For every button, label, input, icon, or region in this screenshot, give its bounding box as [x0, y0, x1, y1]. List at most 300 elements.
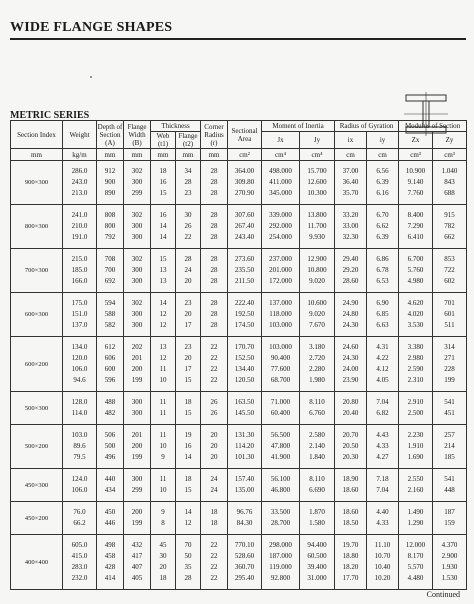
table-cell: 22: [201, 353, 228, 364]
table-cell: 498: [97, 540, 124, 551]
table-cell: 23: [176, 298, 201, 309]
table-cell: 606: [97, 353, 124, 364]
table-cell: 2.280: [300, 364, 335, 375]
table-cell: 24: [176, 265, 201, 276]
table-cell: 192.50: [228, 309, 262, 320]
table-cell: 700: [97, 265, 124, 276]
title-rule: [10, 38, 466, 40]
table-cell: 7.18: [367, 474, 399, 485]
table-cell: 103.000: [262, 320, 300, 331]
table-cell: 94.400: [300, 540, 335, 551]
table-cell: 24.00: [335, 364, 367, 375]
table-cell: 6.16: [367, 188, 399, 199]
header-modulus-of-section: Modulus of Section: [399, 121, 467, 132]
table-cell: 11: [151, 364, 176, 375]
table-cell: 106.0: [63, 364, 97, 375]
table-cell: 7.04: [367, 485, 399, 496]
table-cell: 13: [151, 276, 176, 287]
table-cell: 47.800: [262, 441, 300, 452]
table-cell: 8.170: [399, 551, 433, 562]
table-cell: 134.0: [63, 342, 97, 353]
table-cell: 6.56: [367, 166, 399, 177]
table-cell: 24: [201, 485, 228, 496]
table-cell: 20: [201, 430, 228, 441]
table-cell: 1.580: [300, 518, 335, 529]
table-cell: 131.30: [228, 430, 262, 441]
table-cell: 241.0: [63, 210, 97, 221]
table-cell: 17: [176, 320, 201, 331]
table-cell: 300: [124, 397, 151, 408]
table-cell: 4.33: [367, 441, 399, 452]
table-cell: 137.0: [63, 320, 97, 331]
table-cell: 22: [201, 364, 228, 375]
unit-cell: mm: [124, 149, 151, 161]
table-cell: 15: [176, 375, 201, 386]
table-cell: 2.160: [399, 485, 433, 496]
unit-cell: mm: [151, 149, 176, 161]
table-cell: 77.600: [262, 364, 300, 375]
table-cell: 22: [201, 540, 228, 551]
table-cell: 295.40: [228, 573, 262, 584]
section-index-cell: 450×200: [11, 502, 63, 535]
table-cell: 605.0: [63, 540, 97, 551]
table-cell: 26: [201, 408, 228, 419]
table-cell: 200: [124, 441, 151, 452]
unit-cell: cm³: [399, 149, 433, 161]
table-cell: 145.50: [228, 408, 262, 419]
table-cell: 120.0: [63, 353, 97, 364]
table-cell: 1.980: [300, 375, 335, 386]
table-cell: 199: [124, 518, 151, 529]
spacer-cell: [228, 584, 262, 590]
table-cell: 103.000: [262, 342, 300, 353]
table-cell: 23: [176, 342, 201, 353]
table-cell: 446: [97, 518, 124, 529]
table-cell: 405: [124, 573, 151, 584]
table-cell: 31.000: [300, 573, 335, 584]
table-cell: 6.700: [399, 254, 433, 265]
table-cell: 200: [124, 364, 151, 375]
table-cell: 34: [176, 166, 201, 177]
table-cell: 3.530: [399, 320, 433, 331]
table-cell: 299: [124, 188, 151, 199]
table-cell: 185: [433, 452, 467, 463]
section-index-cell: 400×400: [11, 535, 63, 590]
table-cell: 1.870: [300, 507, 335, 518]
table-cell: 364.00: [228, 166, 262, 177]
table-cell: 688: [433, 188, 467, 199]
table-cell: 19.70: [335, 540, 367, 551]
section-index-cell: 500×200: [11, 425, 63, 469]
header-section-index: Section Index: [11, 121, 63, 149]
unit-cell: mm: [97, 149, 124, 161]
table-cell: 20.40: [335, 408, 367, 419]
table-cell: 33.20: [335, 210, 367, 221]
table-cell: 300: [124, 221, 151, 232]
table-cell: 89.6: [63, 441, 97, 452]
table-row: [11, 441, 467, 452]
table-cell: 482: [97, 408, 124, 419]
unit-cell: kg/m: [63, 149, 97, 161]
table-cell: 10.300: [300, 188, 335, 199]
group-end-spacer: [11, 584, 467, 590]
table-cell: 114.20: [228, 441, 262, 452]
spacer-cell: [97, 584, 124, 590]
table-cell: 170.70: [228, 342, 262, 353]
table-cell: 28: [201, 188, 228, 199]
section-index-cell: 600×200: [11, 337, 63, 392]
table-cell: 1.490: [399, 507, 433, 518]
table-cell: 10.70: [367, 551, 399, 562]
table-cell: 18.20: [335, 562, 367, 573]
table-cell: 782: [433, 221, 467, 232]
table-cell: 2.580: [300, 430, 335, 441]
table-cell: 96.76: [228, 507, 262, 518]
table-cell: 612: [97, 342, 124, 353]
table-cell: 3.180: [300, 342, 335, 353]
table-cell: 201.000: [262, 265, 300, 276]
unit-cell: cm⁴: [262, 149, 300, 161]
section-index-cell: 700×300: [11, 249, 63, 293]
table-cell: 26: [176, 221, 201, 232]
table-cell: 32.30: [335, 232, 367, 243]
table-cell: 8: [151, 518, 176, 529]
table-cell: 541: [433, 397, 467, 408]
table-cell: 24.60: [335, 342, 367, 353]
table-cell: 90.400: [262, 353, 300, 364]
table-cell: 6.690: [300, 485, 335, 496]
table-cell: 6.39: [367, 177, 399, 188]
table-cell: 18: [176, 474, 201, 485]
table-cell: 662: [433, 232, 467, 243]
table-cell: 4.27: [367, 452, 399, 463]
table-cell: 300: [124, 232, 151, 243]
table-cell: 12: [151, 320, 176, 331]
unit-cell: mm: [201, 149, 228, 161]
table-cell: 14: [151, 298, 176, 309]
table-cell: 114.0: [63, 408, 97, 419]
table-cell: 10.20: [367, 573, 399, 584]
table-cell: 15: [151, 188, 176, 199]
table-cell: 60.500: [300, 551, 335, 562]
table-row: [11, 188, 467, 199]
header-zy: Zy: [433, 132, 467, 149]
table-cell: 360.70: [228, 562, 262, 573]
unit-cell: cm²: [228, 149, 262, 161]
table-cell: 541: [433, 474, 467, 485]
table-cell: 314: [433, 342, 467, 353]
table-row: [11, 518, 467, 529]
table-cell: 174.50: [228, 320, 262, 331]
table-cell: 23.90: [335, 375, 367, 386]
table-row: [11, 551, 467, 562]
header-flange-width: Flange Width (B): [124, 121, 151, 149]
table-cell: 41.900: [262, 452, 300, 463]
table-cell: 12.600: [300, 177, 335, 188]
header-jx: Jx: [262, 132, 300, 149]
table-cell: 166.0: [63, 276, 97, 287]
table-row: [11, 474, 467, 485]
table-cell: 9.020: [300, 276, 335, 287]
table-cell: 28: [201, 320, 228, 331]
table-cell: 4.43: [367, 430, 399, 441]
table-cell: 199: [124, 452, 151, 463]
table-cell: 300: [124, 320, 151, 331]
table-cell: 18.80: [335, 551, 367, 562]
table-cell: 28: [201, 276, 228, 287]
section-index-cell: 900×300: [11, 161, 63, 205]
table-cell: 528.60: [228, 551, 262, 562]
table-cell: 22: [176, 232, 201, 243]
table-cell: 151.0: [63, 309, 97, 320]
header-moment-of-inertia: Moment of Inertia: [262, 121, 335, 132]
header-web: Web (t1): [151, 132, 176, 149]
table-cell: 20: [176, 353, 201, 364]
table-row: [11, 232, 467, 243]
table-cell: 16: [151, 177, 176, 188]
table-cell: 808: [97, 210, 124, 221]
table-cell: 199: [124, 375, 151, 386]
table-cell: 20.30: [335, 452, 367, 463]
table-cell: 6.410: [399, 232, 433, 243]
table-cell: 24: [201, 474, 228, 485]
table-row: [11, 485, 467, 496]
unit-cell: cm: [335, 149, 367, 161]
table-cell: 76.0: [63, 507, 97, 518]
spacer-cell: [262, 584, 300, 590]
unit-cell: cm⁴: [300, 149, 335, 161]
table-cell: 10.40: [367, 562, 399, 573]
table-cell: 414: [97, 573, 124, 584]
spacer-cell: [176, 584, 201, 590]
table-cell: 30: [151, 551, 176, 562]
table-cell: 10.600: [300, 298, 335, 309]
table-cell: 12: [151, 353, 176, 364]
table-cell: 1.040: [433, 166, 467, 177]
table-cell: 307.60: [228, 210, 262, 221]
table-cell: 800: [97, 221, 124, 232]
table-cell: 20.70: [335, 430, 367, 441]
table-cell: 6.85: [367, 309, 399, 320]
spacer-cell: [367, 584, 399, 590]
table-cell: 2.900: [433, 551, 467, 562]
table-cell: 68.700: [262, 375, 300, 386]
table-cell: 302: [124, 166, 151, 177]
table-cell: 17: [176, 364, 201, 375]
section-index-cell: 600×300: [11, 293, 63, 337]
table-cell: 292.000: [262, 221, 300, 232]
table-cell: 20: [151, 562, 176, 573]
table-cell: 66.2: [63, 518, 97, 529]
table-cell: 18: [151, 573, 176, 584]
table-cell: 18.60: [335, 507, 367, 518]
table-cell: 24.30: [335, 320, 367, 331]
table-cell: 1.690: [399, 452, 433, 463]
table-cell: 2.140: [300, 441, 335, 452]
table-cell: 2.310: [399, 375, 433, 386]
table-cell: 843: [433, 177, 467, 188]
table-cell: 24.90: [335, 298, 367, 309]
spacer-cell: [399, 584, 433, 590]
table-cell: 157.40: [228, 474, 262, 485]
table-cell: 432: [124, 540, 151, 551]
table-cell: 345.000: [262, 188, 300, 199]
table-cell: 45: [151, 540, 176, 551]
table-row: [11, 562, 467, 573]
table-cell: 14: [176, 452, 201, 463]
table-cell: 12.900: [300, 254, 335, 265]
table-cell: 232.0: [63, 573, 97, 584]
table-cell: 56.500: [262, 430, 300, 441]
table-cell: 6.39: [367, 232, 399, 243]
table-cell: 28: [201, 210, 228, 221]
table-cell: 6.63: [367, 320, 399, 331]
table-cell: 28: [201, 309, 228, 320]
continued-label: Continued: [426, 590, 460, 599]
table-row: [11, 375, 467, 386]
table-cell: 14: [151, 221, 176, 232]
table-cell: 103.0: [63, 430, 97, 441]
table-cell: 8.400: [399, 210, 433, 221]
table-cell: 12: [151, 309, 176, 320]
table-cell: 2.910: [399, 397, 433, 408]
table-row: [11, 276, 467, 287]
spacer-cell: [335, 584, 367, 590]
table-cell: 4.980: [399, 276, 433, 287]
table-cell: 7.290: [399, 221, 433, 232]
table-cell: 692: [97, 276, 124, 287]
table-cell: 434: [97, 485, 124, 496]
table-cell: 24.80: [335, 309, 367, 320]
table-cell: 11: [151, 408, 176, 419]
table-cell: 4.31: [367, 342, 399, 353]
table-cell: 4.020: [399, 309, 433, 320]
table-cell: 18: [201, 507, 228, 518]
table-cell: 339.000: [262, 210, 300, 221]
table-cell: 15: [176, 485, 201, 496]
table-cell: 92.800: [262, 573, 300, 584]
table-cell: 202: [124, 342, 151, 353]
table-cell: 11: [151, 474, 176, 485]
table-cell: 9: [151, 507, 176, 518]
page-title: WIDE FLANGE SHAPES: [10, 20, 173, 35]
table-cell: 201: [124, 430, 151, 441]
table-row: [11, 221, 467, 232]
table-cell: 915: [433, 210, 467, 221]
table-cell: 29.20: [335, 265, 367, 276]
table-row: [11, 166, 467, 177]
table-cell: 302: [124, 254, 151, 265]
table-cell: 33.00: [335, 221, 367, 232]
table-cell: 1.290: [399, 518, 433, 529]
table-cell: 596: [97, 375, 124, 386]
units-row: [11, 149, 467, 161]
table-cell: 302: [124, 210, 151, 221]
table-cell: 28: [201, 232, 228, 243]
table-cell: 302: [124, 298, 151, 309]
table-row: [11, 210, 467, 221]
table-cell: 17.70: [335, 573, 367, 584]
table-cell: 10: [151, 441, 176, 452]
table-cell: 12: [176, 518, 201, 529]
table-cell: 18.50: [335, 518, 367, 529]
table-cell: 23: [176, 188, 201, 199]
table-row: [11, 408, 467, 419]
table-cell: 50: [176, 551, 201, 562]
table-cell: 28: [201, 166, 228, 177]
table-row: [11, 540, 467, 551]
table-cell: 6.70: [367, 210, 399, 221]
table-cell: 15.700: [300, 166, 335, 177]
table-row: [11, 573, 467, 584]
table-cell: 286.0: [63, 166, 97, 177]
table-cell: 79.5: [63, 452, 97, 463]
table-cell: 237.000: [262, 254, 300, 265]
table-cell: 14: [151, 232, 176, 243]
header-thickness: Thickness: [151, 121, 201, 132]
table-cell: 37.00: [335, 166, 367, 177]
table-cell: 28.60: [335, 276, 367, 287]
table-cell: 271: [433, 353, 467, 364]
table-cell: 594: [97, 298, 124, 309]
table-cell: 118.000: [262, 309, 300, 320]
table-cell: 1.530: [433, 573, 467, 584]
table-cell: 119.000: [262, 562, 300, 573]
table-cell: 191.0: [63, 232, 97, 243]
table-cell: 20: [201, 441, 228, 452]
table-cell: 187.000: [262, 551, 300, 562]
spacer-cell: [433, 584, 467, 590]
table-cell: 417: [124, 551, 151, 562]
table-cell: 16: [151, 210, 176, 221]
table-cell: 498.000: [262, 166, 300, 177]
table-cell: 172.000: [262, 276, 300, 287]
table-row: [11, 320, 467, 331]
table-cell: 2.230: [399, 430, 433, 441]
series-label: METRIC SERIES: [10, 110, 90, 121]
table-cell: 448: [433, 485, 467, 496]
table-cell: 488: [97, 397, 124, 408]
table-cell: 407: [124, 562, 151, 573]
table-cell: 201: [124, 353, 151, 364]
table-cell: 185.0: [63, 265, 97, 276]
table-cell: 7.760: [399, 188, 433, 199]
table-row: [11, 364, 467, 375]
unit-cell: mm: [11, 149, 63, 161]
table-cell: 4.22: [367, 353, 399, 364]
table-cell: 4.370: [433, 540, 467, 551]
table-cell: 128.0: [63, 397, 97, 408]
table-cell: 4.12: [367, 364, 399, 375]
table-body: [11, 161, 467, 590]
table-cell: 270.90: [228, 188, 262, 199]
table-cell: 283.0: [63, 562, 97, 573]
table-cell: 28: [201, 298, 228, 309]
speck: [90, 76, 92, 78]
header-jy: Jy: [300, 132, 335, 149]
table-cell: 588: [97, 309, 124, 320]
table-cell: 18: [151, 166, 176, 177]
table-cell: 199: [433, 375, 467, 386]
table-cell: 601: [433, 309, 467, 320]
header-weight: Weight: [63, 121, 97, 149]
table-cell: 506: [97, 430, 124, 441]
table-cell: 36.40: [335, 177, 367, 188]
table-cell: 28: [201, 177, 228, 188]
table-cell: 124.0: [63, 474, 97, 485]
table-cell: 900: [97, 177, 124, 188]
table-row: [11, 397, 467, 408]
